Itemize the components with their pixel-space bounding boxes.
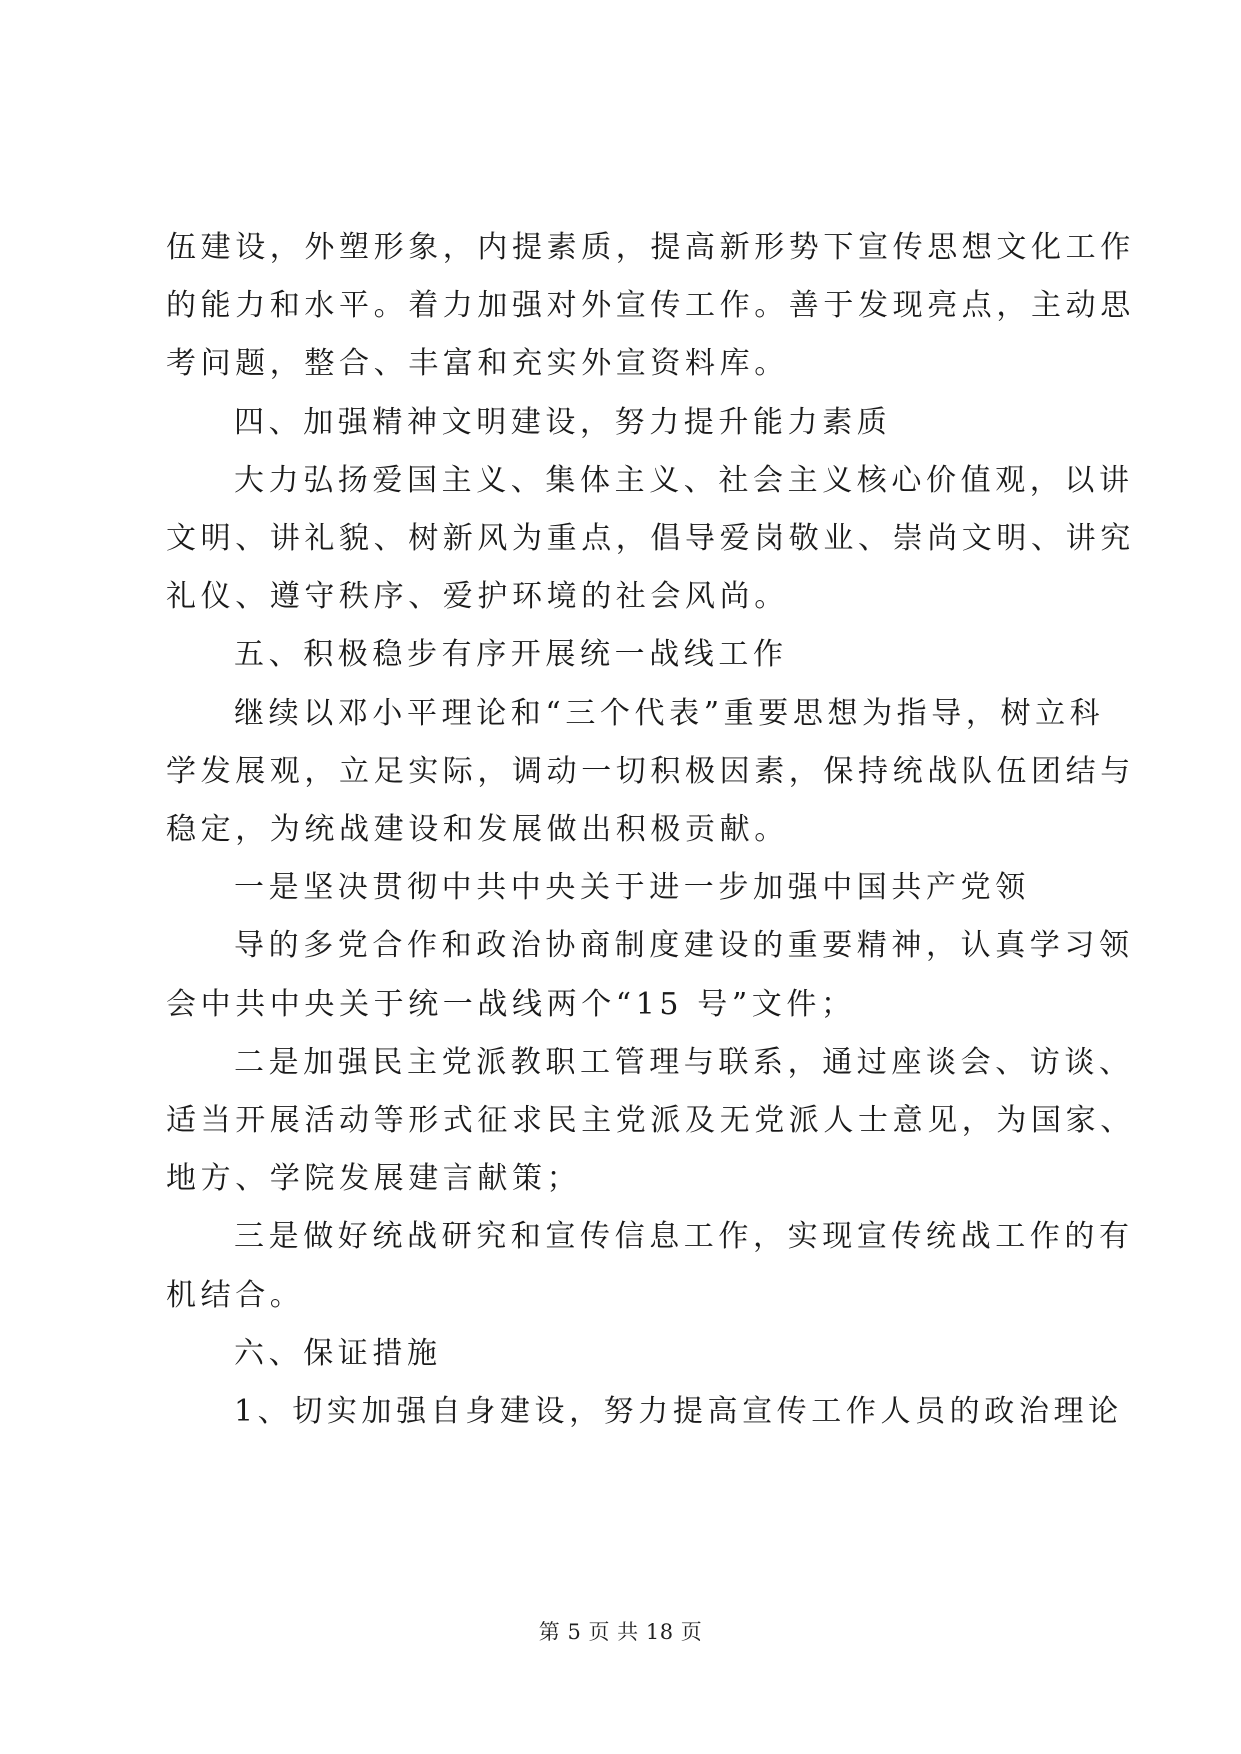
text-line: 的能力和水平。着力加强对外宣传工作。善于发现亮点，主动思 xyxy=(166,288,1135,324)
text-line: 学发展观，立足实际，调动一切积极因素，保持统战队伍团结与 xyxy=(166,753,1135,789)
text-line: 稳定，为统战建设和发展做出积极贡献。 xyxy=(166,812,789,847)
text-line: 伍建设，外塑形象，内提素质，提高新形势下宣传思想文化工作 xyxy=(166,230,1135,265)
text-line: 三是做好统战研究和宣传信息工作，实现宣传统战工作的有 xyxy=(234,1219,1134,1255)
text-line: 二是加强民主党派教职工管理与联系，通过座谈会、访谈、 xyxy=(234,1044,1134,1080)
text-line: 五、积极稳步有序开展统一战线工作 xyxy=(234,637,788,673)
text-line: 四、加强精神文明建设，努力提升能力素质 xyxy=(234,404,892,440)
text-line: 大力弘扬爱国主义、集体主义、社会主义核心价值观，以讲 xyxy=(234,462,1134,498)
text-line: 适当开展活动等形式征求民主党派及无党派人士意见，为国家、 xyxy=(166,1103,1135,1138)
page-footer: 第 5 页 共 18 页 xyxy=(538,1620,703,1644)
text-line: 导的多党合作和政治协商制度建设的重要精神，认真学习领 xyxy=(234,928,1134,964)
text-line: 六、保证措施 xyxy=(234,1335,442,1371)
text-line: 机结合。 xyxy=(166,1277,305,1313)
text-line: 文明、讲礼貌、树新风为重点，倡导爱岗敬业、崇尚文明、讲究 xyxy=(166,521,1135,556)
text-line: 礼仪、遵守秩序、爱护环境的社会风尚。 xyxy=(166,579,789,615)
text-line: 继续以邓小平理论和“三个代表”重要思想为指导，树立科 xyxy=(234,695,1105,731)
text-line: 1、切实加强自身建设，努力提高宣传工作人员的政治理论 xyxy=(234,1394,1123,1429)
text-line: 地方、学院发展建言献策； xyxy=(166,1161,582,1197)
text-line: 考问题，整合、丰富和充实外宣资料库。 xyxy=(166,346,789,382)
text-line: 一是坚决贯彻中共中央关于进一步加强中国共产党领 xyxy=(234,870,1030,906)
text-line: 会中共中央关于统一战线两个“15 号”文件； xyxy=(166,986,856,1022)
